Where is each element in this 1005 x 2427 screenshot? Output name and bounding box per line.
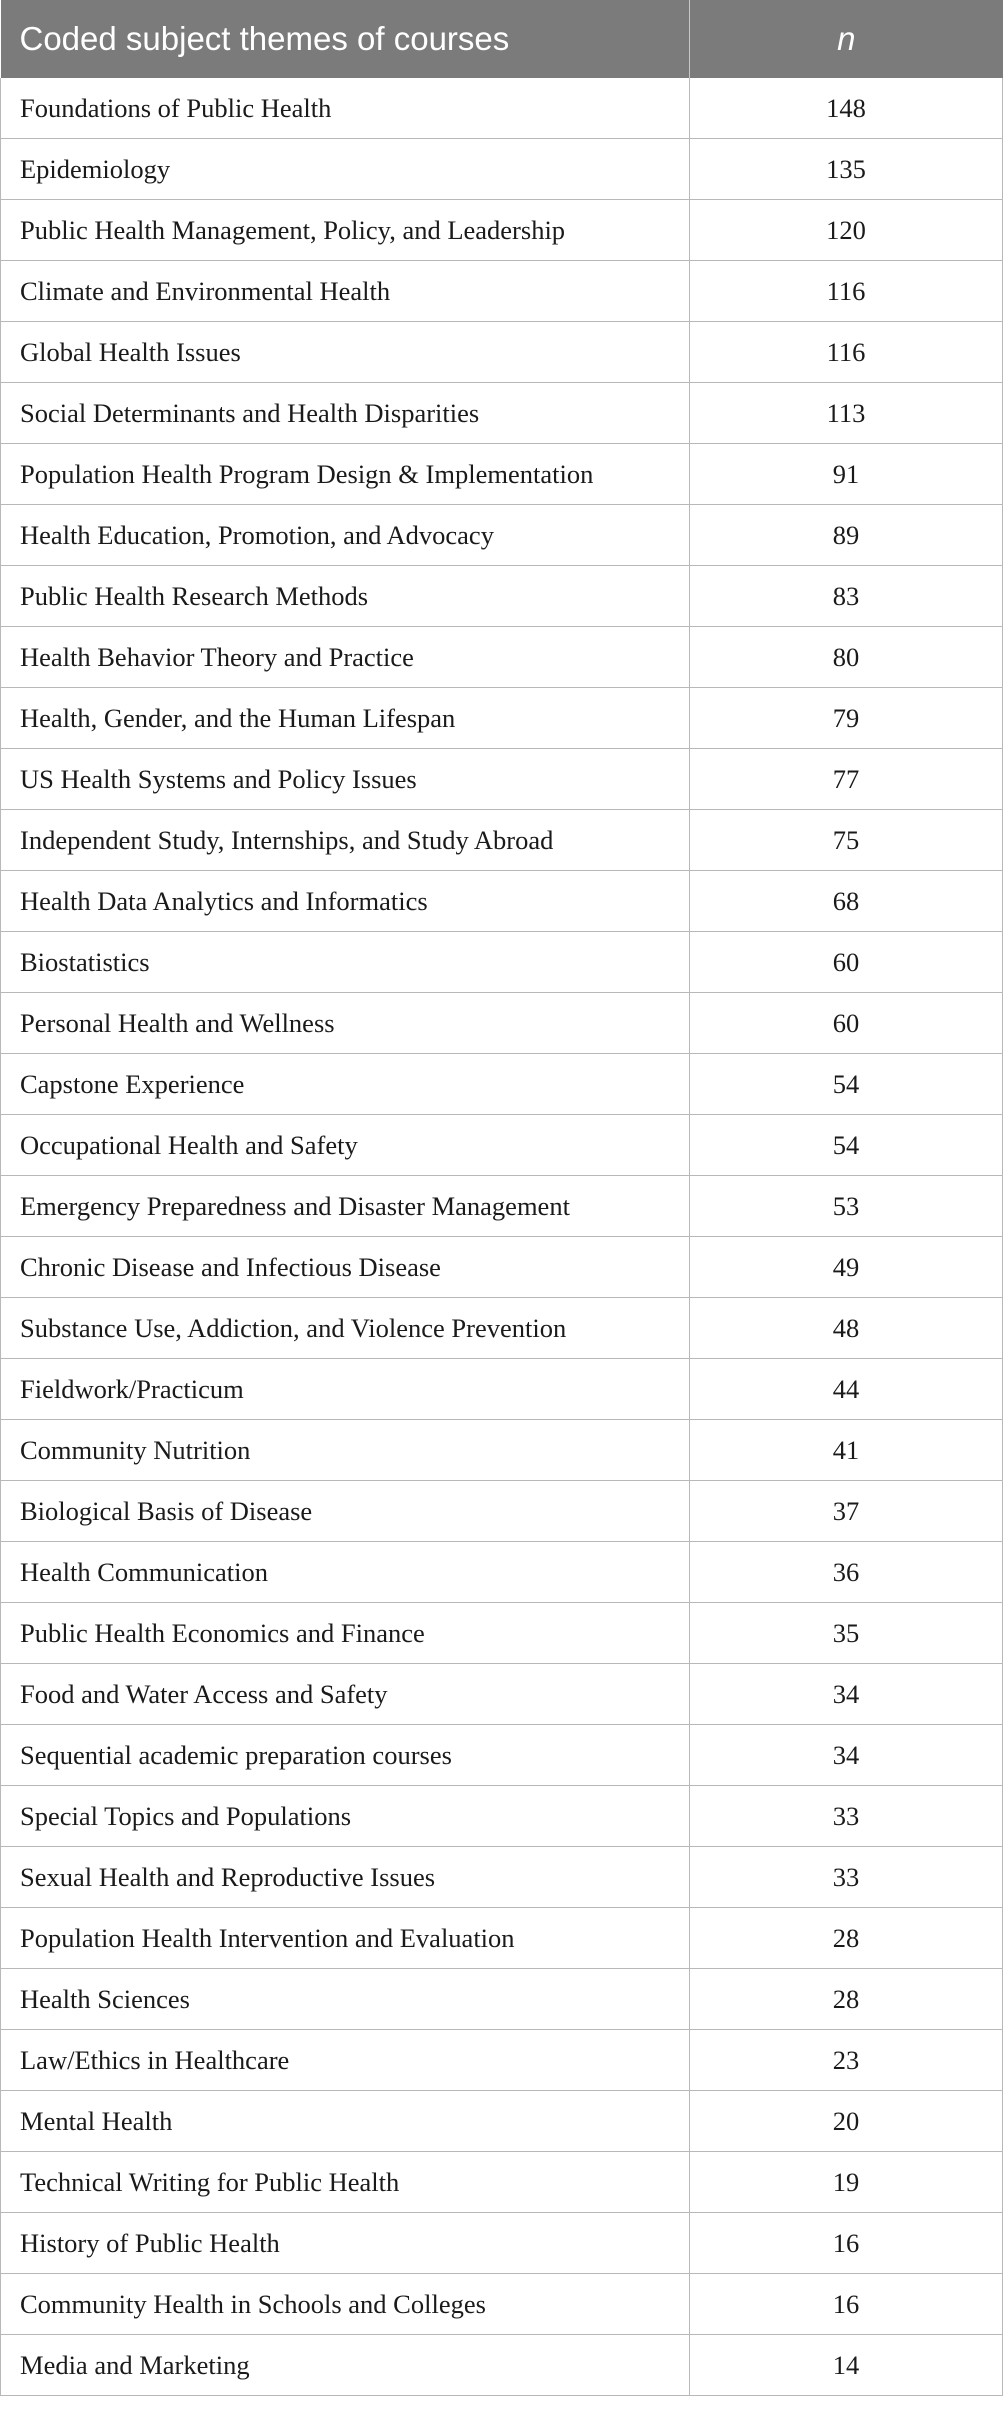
count-cell: 75: [690, 810, 1003, 871]
theme-cell: Health Sciences: [1, 1969, 690, 2030]
count-cell: 34: [690, 1664, 1003, 1725]
theme-cell: Health Data Analytics and Informatics: [1, 871, 690, 932]
table-row: [1, 78, 1003, 139]
table-row: [1, 1481, 1003, 1542]
theme-cell: Personal Health and Wellness: [1, 993, 690, 1054]
table-row: [1, 261, 1003, 322]
theme-cell: Population Health Program Design & Implementation: [1, 444, 690, 505]
theme-cell: Community Nutrition: [1, 1420, 690, 1481]
count-cell: 33: [690, 1786, 1003, 1847]
count-cell: 80: [690, 627, 1003, 688]
theme-cell: Law/Ethics in Healthcare: [1, 2030, 690, 2091]
table-header: [1, 0, 1003, 78]
count-cell: 16: [690, 2213, 1003, 2274]
table-row: [1, 1969, 1003, 2030]
count-cell: 60: [690, 932, 1003, 993]
count-cell: 116: [690, 261, 1003, 322]
theme-cell: Biostatistics: [1, 932, 690, 993]
count-cell: 48: [690, 1298, 1003, 1359]
table-row: [1, 1115, 1003, 1176]
table-row: [1, 2213, 1003, 2274]
table-row: [1, 1054, 1003, 1115]
table-row: [1, 1847, 1003, 1908]
count-cell: 34: [690, 1725, 1003, 1786]
table-row: [1, 1603, 1003, 1664]
theme-cell: Social Determinants and Health Disparities: [1, 383, 690, 444]
count-cell: 19: [690, 2152, 1003, 2213]
theme-cell: Foundations of Public Health: [1, 78, 690, 139]
count-cell: 28: [690, 1908, 1003, 1969]
table-row: [1, 505, 1003, 566]
table-row: [1, 1725, 1003, 1786]
table-row: [1, 2152, 1003, 2213]
theme-cell: Sexual Health and Reproductive Issues: [1, 1847, 690, 1908]
count-cell: 35: [690, 1603, 1003, 1664]
count-cell: 135: [690, 139, 1003, 200]
count-cell: 49: [690, 1237, 1003, 1298]
count-cell: 54: [690, 1054, 1003, 1115]
theme-column-header: Coded subject themes of courses: [1, 0, 690, 78]
count-cell: 79: [690, 688, 1003, 749]
theme-cell: Independent Study, Internships, and Study Abroad: [1, 810, 690, 871]
table-row: [1, 322, 1003, 383]
count-cell: 33: [690, 1847, 1003, 1908]
table-row: [1, 1420, 1003, 1481]
theme-cell: Community Health in Schools and Colleges: [1, 2274, 690, 2335]
count-cell: 36: [690, 1542, 1003, 1603]
theme-cell: Health, Gender, and the Human Lifespan: [1, 688, 690, 749]
theme-cell: Occupational Health and Safety: [1, 1115, 690, 1176]
table-row: [1, 2274, 1003, 2335]
count-cell: 20: [690, 2091, 1003, 2152]
count-cell: 37: [690, 1481, 1003, 1542]
table-row: [1, 566, 1003, 627]
table-row: [1, 688, 1003, 749]
count-cell: 41: [690, 1420, 1003, 1481]
table-row: [1, 627, 1003, 688]
theme-cell: Emergency Preparedness and Disaster Management: [1, 1176, 690, 1237]
table-row: [1, 810, 1003, 871]
table-row: [1, 2335, 1003, 2396]
table-row: [1, 383, 1003, 444]
table-row: [1, 444, 1003, 505]
theme-cell: Mental Health: [1, 2091, 690, 2152]
theme-cell: Media and Marketing: [1, 2335, 690, 2396]
count-cell: 77: [690, 749, 1003, 810]
theme-cell: Public Health Economics and Finance: [1, 1603, 690, 1664]
count-cell: 14: [690, 2335, 1003, 2396]
theme-cell: Technical Writing for Public Health: [1, 2152, 690, 2213]
count-cell: 91: [690, 444, 1003, 505]
table-row: [1, 2030, 1003, 2091]
theme-cell: US Health Systems and Policy Issues: [1, 749, 690, 810]
table-row: [1, 749, 1003, 810]
theme-cell: Chronic Disease and Infectious Disease: [1, 1237, 690, 1298]
count-cell: 23: [690, 2030, 1003, 2091]
theme-cell: Public Health Research Methods: [1, 566, 690, 627]
table-row: [1, 1298, 1003, 1359]
table-row: [1, 932, 1003, 993]
theme-cell: History of Public Health: [1, 2213, 690, 2274]
count-column-header: n: [690, 0, 1003, 78]
count-cell: 60: [690, 993, 1003, 1054]
table-row: [1, 200, 1003, 261]
theme-cell: Special Topics and Populations: [1, 1786, 690, 1847]
theme-cell: Health Behavior Theory and Practice: [1, 627, 690, 688]
theme-cell: Fieldwork/Practicum: [1, 1359, 690, 1420]
table-row: [1, 993, 1003, 1054]
count-cell: 83: [690, 566, 1003, 627]
table-row: [1, 1237, 1003, 1298]
count-cell: 120: [690, 200, 1003, 261]
count-cell: 148: [690, 78, 1003, 139]
count-cell: 68: [690, 871, 1003, 932]
theme-cell: Health Communication: [1, 1542, 690, 1603]
count-cell: 16: [690, 2274, 1003, 2335]
header-row: [1, 0, 1003, 78]
table-row: [1, 139, 1003, 200]
table-row: [1, 1908, 1003, 1969]
table-body: [1, 78, 1003, 2396]
count-cell: 89: [690, 505, 1003, 566]
table-row: [1, 1664, 1003, 1725]
theme-cell: Biological Basis of Disease: [1, 1481, 690, 1542]
table-row: [1, 1786, 1003, 1847]
theme-cell: Capstone Experience: [1, 1054, 690, 1115]
table-row: [1, 1359, 1003, 1420]
theme-cell: Public Health Management, Policy, and Leadership: [1, 200, 690, 261]
table-row: [1, 871, 1003, 932]
table-row: [1, 1542, 1003, 1603]
theme-cell: Substance Use, Addiction, and Violence Prevention: [1, 1298, 690, 1359]
table-row: [1, 2091, 1003, 2152]
count-cell: 116: [690, 322, 1003, 383]
count-cell: 44: [690, 1359, 1003, 1420]
theme-cell: Sequential academic preparation courses: [1, 1725, 690, 1786]
theme-cell: Global Health Issues: [1, 322, 690, 383]
theme-cell: Epidemiology: [1, 139, 690, 200]
count-cell: 113: [690, 383, 1003, 444]
count-cell: 53: [690, 1176, 1003, 1237]
count-cell: 28: [690, 1969, 1003, 2030]
theme-cell: Climate and Environmental Health: [1, 261, 690, 322]
table-row: [1, 1176, 1003, 1237]
theme-cell: Health Education, Promotion, and Advocacy: [1, 505, 690, 566]
count-cell: 54: [690, 1115, 1003, 1176]
theme-cell: Food and Water Access and Safety: [1, 1664, 690, 1725]
theme-cell: Population Health Intervention and Evaluation: [1, 1908, 690, 1969]
